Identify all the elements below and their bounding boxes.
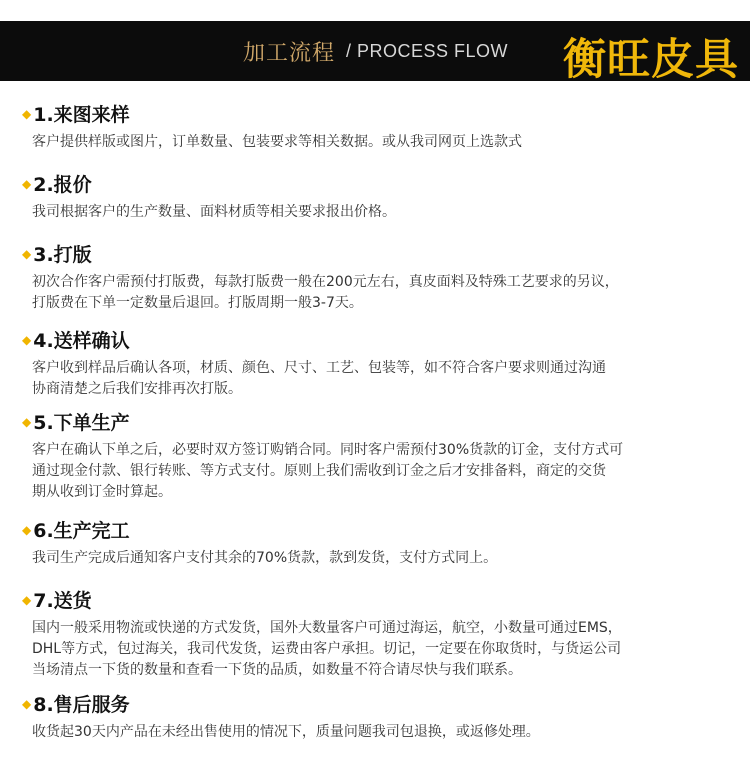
step-line: 客户收到样品后确认各项，材质、颜色、尺寸、工艺、包装等，如不符合客户要求则通过沟通 [32, 360, 606, 376]
header-title-en: / PROCESS FLOW [346, 41, 509, 61]
diamond-icon: ◆ [22, 523, 32, 537]
step-title-text: 7.送货 [33, 590, 92, 612]
step-line: DHL等方式，包过海关，我司代发货，运费由客户承担。切记，一定要在你取货时，与货运公司 [32, 641, 622, 657]
step-title [22, 408, 130, 435]
step-title-text: 5.下单生产 [33, 412, 130, 434]
step-line: 我司根据客户的生产数量、面料材质等相关要求报出价格。 [32, 204, 396, 220]
step-title-text: 4.送样确认 [33, 330, 130, 352]
step-title [22, 516, 130, 543]
step-body [32, 618, 732, 681]
step-title [22, 170, 92, 197]
header-banner [0, 21, 750, 85]
step-title [22, 586, 92, 613]
step-title [22, 690, 130, 717]
step-body [32, 272, 732, 314]
step-line: 国内一般采用物流或快递的方式发货，国外大数量客户可通过海运，航空，小数量可通过EMS， [32, 620, 622, 636]
step-line: 客户提供样版或图片，订单数量、包装要求等相关数据。或从我司网页上选款式 [32, 134, 522, 150]
diamond-icon: ◆ [22, 415, 32, 429]
step-line: 当场清点一下货的数量和查看一下货的品质，如数量不符合请尽快与我们联系。 [32, 662, 522, 678]
step-line: 客户在确认下单之后，必要时双方签订购销合同。同时客户需预付30%货款的订金，支付方式可 [32, 442, 624, 458]
step-line: 打版费在下单一定数量后退回。打版周期一般3-7天。 [32, 295, 363, 311]
step-body [32, 548, 732, 569]
step-line: 协商清楚之后我们安排再次打版。 [32, 381, 242, 397]
step-title-text: 8.售后服务 [33, 694, 130, 716]
step-line: 初次合作客户需预付打版费，每款打版费一般在200元左右，真皮面料及特殊工艺要求的另议， [32, 274, 619, 290]
diamond-icon: ◆ [22, 697, 32, 711]
diamond-icon: ◆ [22, 247, 32, 261]
step-body [32, 440, 732, 503]
step-title-text: 2.报价 [33, 174, 92, 196]
step-title [22, 240, 92, 267]
step-title [22, 100, 130, 127]
step-body [32, 722, 732, 743]
diamond-icon: ◆ [22, 107, 32, 121]
step-line: 我司生产完成后通知客户支付其余的70%货款，款到发货，支付方式同上。 [32, 550, 498, 566]
step-body [32, 358, 732, 400]
brand-name: 衡旺皮具 [563, 35, 739, 85]
step-line: 期从收到订金时算起。 [32, 484, 172, 500]
header-title-cn: 加工流程 [243, 41, 336, 66]
step-body [32, 202, 732, 223]
step-line: 收货起30天内产品在未经出售使用的情况下，质量问题我司包退换，或返修处理。 [32, 724, 540, 740]
step-body [32, 132, 732, 153]
step-line: 通过现金付款、银行转账、等方式支付。原则上我们需收到订金之后才安排备料，商定的交货 [32, 463, 606, 479]
step-title-text: 6.生产完工 [33, 520, 130, 542]
diamond-icon: ◆ [22, 593, 32, 607]
diamond-icon: ◆ [22, 177, 32, 191]
step-title [22, 326, 130, 353]
step-title-text: 1.来图来样 [33, 104, 130, 126]
diamond-icon: ◆ [22, 333, 32, 347]
step-title-text: 3.打版 [33, 244, 92, 266]
